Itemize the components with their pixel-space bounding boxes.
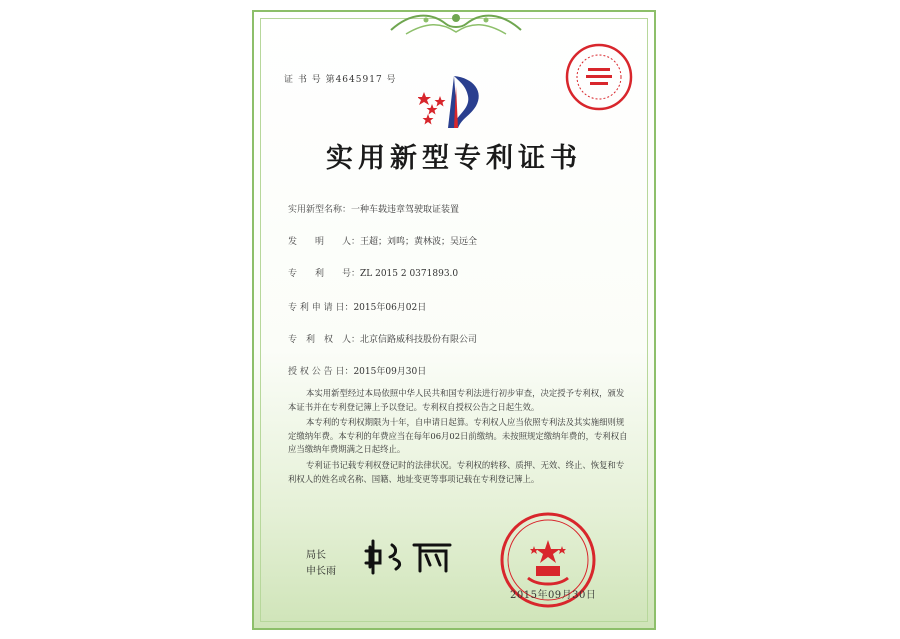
director-title: 局长 (306, 550, 326, 561)
field-utility-name: 实用新型名称：一种车载违章驾驶取证装置 (288, 205, 460, 215)
ornament-icon (386, 10, 526, 40)
field-application-date: 专 利 申 请 日：2015年06月02日 (288, 303, 427, 313)
patent-office-emblem-icon (418, 72, 494, 130)
signature-icon (364, 537, 454, 575)
certificate-body (288, 387, 628, 488)
body-paragraph: 本实用新型经过本局依照中华人民共和国专利法进行初步审查，决定授予专利权，颁发本证书并在专利登记簿上予以登记。专利权自授权公告之日起生效。 (288, 388, 625, 412)
field-inventors: 发 明 人：王超；刘鸣；黄林波；吴远全 (288, 237, 478, 247)
body-paragraph: 本专利的专利权期限为十年，自申请日起算。专利权人应当依照专利法及其实施细则规定缴纳年费。本专利的年费应当在每年06月02日前缴纳。未按照规定缴纳年费的，专利权自应当缴纳年费期满之日起终止。 (288, 417, 628, 455)
field-grant-date: 授 权 公 告 日：2015年09月30日 (288, 367, 427, 377)
certificate-title: 实用新型专利证书 (326, 143, 582, 174)
body-paragraph: 专利证书记载专利权登记时的法律状况。专利权的转移、质押、无效、终止、恢复和专利权人的姓名或名称、国籍、地址变更等事项记载在专利登记簿上。 (288, 459, 625, 484)
director-name: 申长雨 (306, 566, 336, 577)
field-patentee: 专 利 权 人：北京信路威科技股份有限公司 (288, 335, 478, 345)
red-seal-icon (564, 42, 634, 112)
certificate-number: 证 书 号 第4645917 号 (284, 75, 397, 85)
field-patent-number: 专 利 号：ZL 2015 2 0371893.0 (288, 269, 459, 279)
patent-certificate (252, 10, 656, 630)
seal-date: 2015年09月30日 (510, 590, 597, 601)
